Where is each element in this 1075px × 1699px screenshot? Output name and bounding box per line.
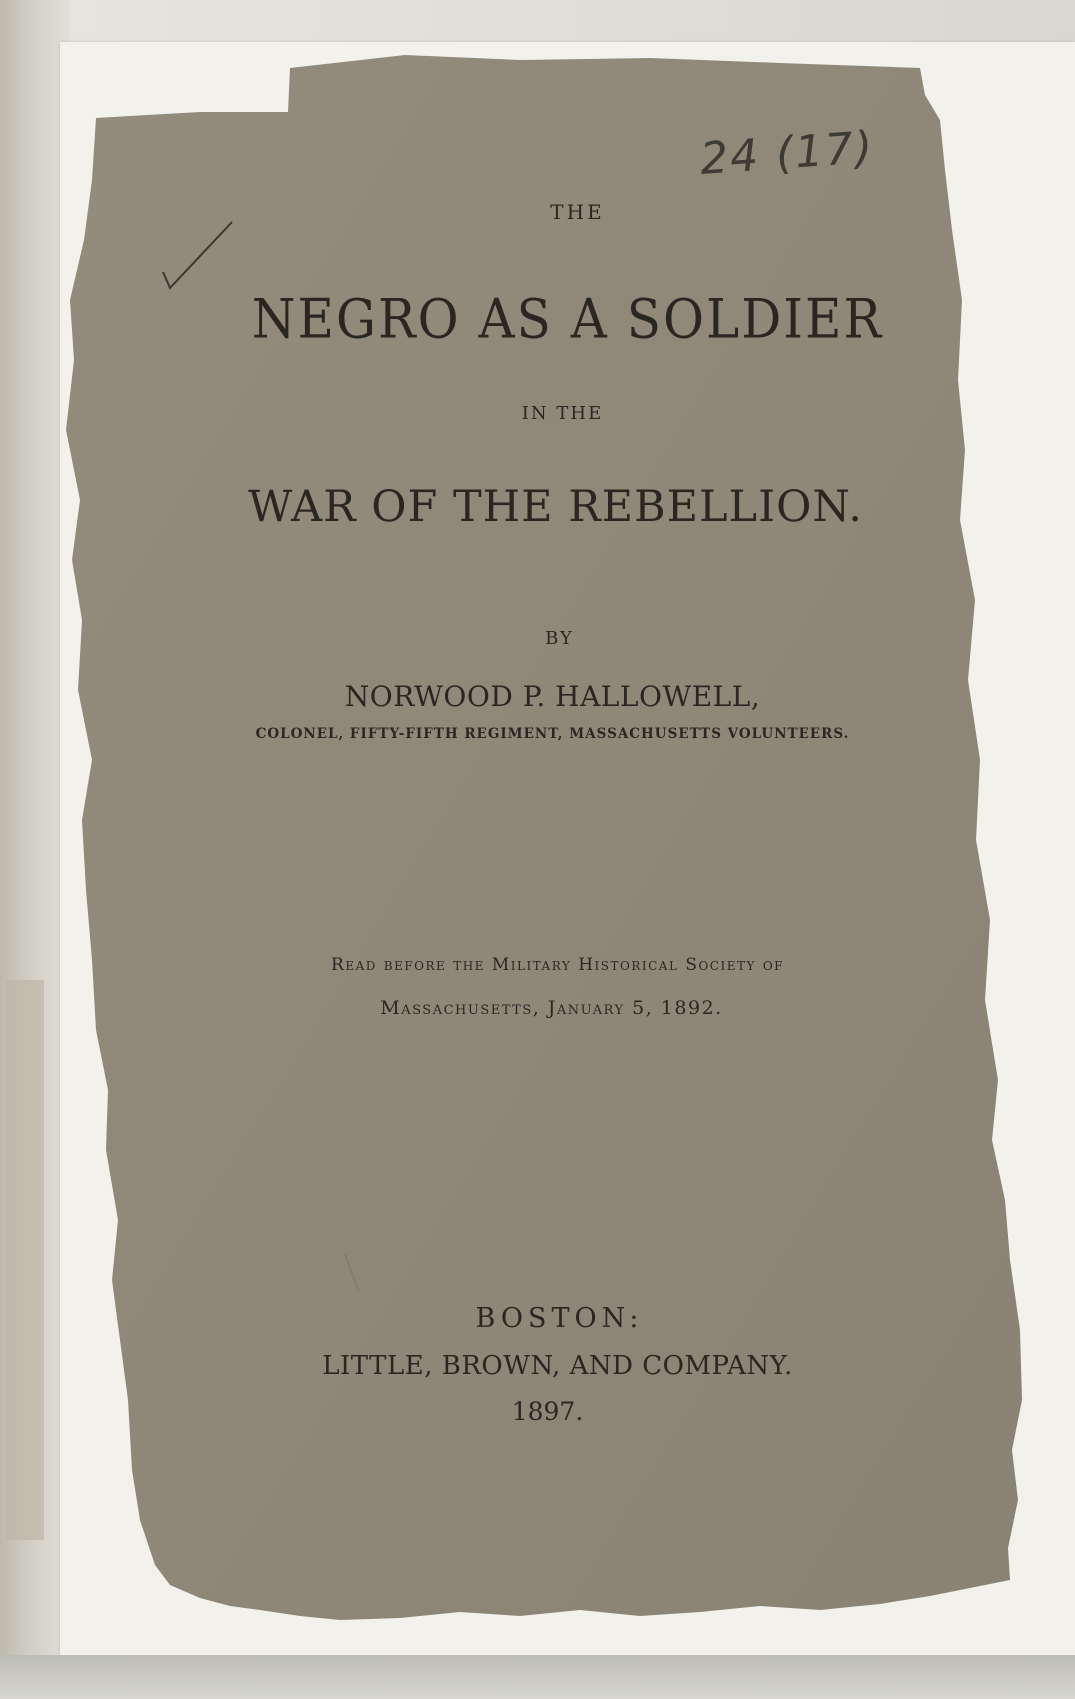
title-prefix: THE xyxy=(550,200,605,224)
pencil-shelfmark: 24 (17) xyxy=(698,121,876,186)
reading-note-line-2: Massachusetts, January 5, 1892. xyxy=(380,997,723,1019)
imprint-city: BOSTON: xyxy=(475,1303,644,1334)
title-connector: IN THE xyxy=(521,403,604,424)
reading-note-line-1: Read before the Military Historical Society of xyxy=(331,955,784,975)
byline: BY xyxy=(545,628,574,649)
imprint-year: 1897. xyxy=(511,1397,584,1426)
imprint-publisher: LITTLE, BROWN, AND COMPANY. xyxy=(322,1351,793,1381)
author-name: NORWOOD P. HALLOWELL, xyxy=(344,680,761,713)
title-sub: WAR OF THE REBELLION. xyxy=(248,482,863,532)
title-main: NEGRO AS A SOLDIER xyxy=(251,287,884,351)
author-rank: COLONEL, FIFTY-FIFTH REGIMENT, MASSACHUSETTS VOLUNTEERS. xyxy=(255,726,850,742)
